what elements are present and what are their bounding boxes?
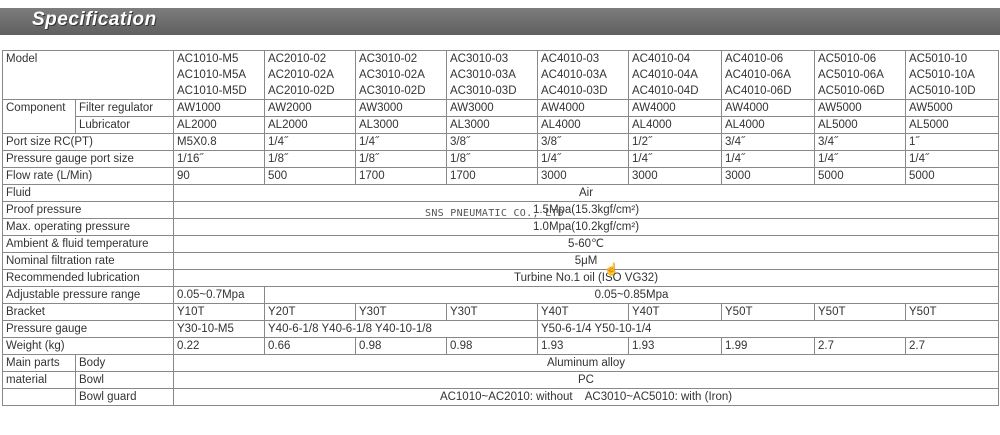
label-bowl-guard: Bowl guard [76, 389, 174, 406]
row-fluid [3, 185, 999, 202]
table-cell: AW2000 [265, 100, 356, 117]
row-bracket [3, 304, 999, 321]
table-cell: Y40T [629, 304, 722, 321]
label-ambient: Ambient & fluid temperature [3, 236, 174, 253]
table-cell: AW5000 [906, 100, 999, 117]
table-cell: 3000 [629, 168, 722, 185]
table-cell: AW1000 [174, 100, 265, 117]
table-cell: 1.93 [538, 338, 629, 355]
table-cell: 0.98 [447, 338, 538, 355]
label-lubrication: Recommended lubrication [3, 270, 174, 287]
table-cell: 0.98 [356, 338, 447, 355]
row-filter-regulator [3, 100, 999, 117]
table-cell: Y50T [815, 304, 906, 321]
row-filtration [3, 253, 999, 270]
label-main-parts: Main parts [3, 355, 76, 372]
table-cell: 1.93 [629, 338, 722, 355]
table-cell: 3/8˝ [447, 134, 538, 151]
label-pressure-gauge: Pressure gauge [3, 321, 174, 338]
row-weight [3, 338, 999, 355]
label-body: Body [76, 355, 174, 372]
table-cell: 3000 [722, 168, 815, 185]
row-lubricator [3, 117, 999, 134]
table-cell: AL2000 [265, 117, 356, 134]
spec-table [2, 50, 999, 406]
hand-cursor-icon: ☝ [604, 262, 619, 276]
table-cell: 5000 [906, 168, 999, 185]
table-cell: AL3000 [447, 117, 538, 134]
model-cell: AC3010-02 AC3010-02A AC3010-02D [356, 51, 447, 100]
table-cell: 1.5Mpa(15.3kgf/cm²) [174, 202, 999, 219]
table-cell: 1/8˝ [447, 151, 538, 168]
row-model [3, 51, 999, 100]
label-filter-regulator: Filter regulator [76, 100, 174, 117]
table-cell: AW4000 [722, 100, 815, 117]
table-cell: AW3000 [356, 100, 447, 117]
label-filtration: Nominal filtration rate [3, 253, 174, 270]
table-cell: Y30-10-M5 [174, 321, 265, 338]
table-cell: AL4000 [629, 117, 722, 134]
table-cell: AL4000 [722, 117, 815, 134]
table-cell: 3/8˝ [538, 134, 629, 151]
table-cell: Y30T [447, 304, 538, 321]
table-cell: AW3000 [447, 100, 538, 117]
table-cell: Y50-6-1/4 Y50-10-1/4 [538, 321, 999, 338]
table-cell: Y50T [906, 304, 999, 321]
table-cell: 90 [174, 168, 265, 185]
table-cell: 1/2˝ [629, 134, 722, 151]
table-cell: AL4000 [538, 117, 629, 134]
label-model: Model [3, 51, 174, 100]
label-component: Component [3, 100, 76, 134]
table-cell: 1/4˝ [722, 151, 815, 168]
label-proof-pressure: Proof pressure [3, 202, 174, 219]
label-adj-range: Adjustable pressure range [3, 287, 174, 304]
row-adj-range [3, 287, 999, 304]
table-cell: Y40-6-1/8 Y40-6-1/8 Y40-10-1/8 [265, 321, 538, 338]
table-cell: AW5000 [815, 100, 906, 117]
row-bowl-guard [3, 389, 999, 406]
table-cell: Y40T [538, 304, 629, 321]
table-cell: 0.22 [174, 338, 265, 355]
table-cell: 0.66 [265, 338, 356, 355]
label-port-size: Port size RC(PT) [3, 134, 174, 151]
table-cell: AL5000 [906, 117, 999, 134]
table-cell: Aluminum alloy [174, 355, 999, 372]
table-cell: 1/4˝ [815, 151, 906, 168]
row-flow-rate [3, 168, 999, 185]
label-bracket: Bracket [3, 304, 174, 321]
table-cell: 5000 [815, 168, 906, 185]
table-cell: Turbine No.1 oil (ISO VG32) [174, 270, 999, 287]
table-cell: 1700 [356, 168, 447, 185]
table-cell: 1/4˝ [356, 134, 447, 151]
model-cell: AC4010-03 AC4010-03A AC4010-03D [538, 51, 629, 100]
table-cell: M5X0.8 [174, 134, 265, 151]
label-flow-rate: Flow rate (L/Min) [3, 168, 174, 185]
table-cell: Y20T [265, 304, 356, 321]
model-cell: AC3010-03 AC3010-03A AC3010-03D [447, 51, 538, 100]
table-cell: AL2000 [174, 117, 265, 134]
table-cell: PC [174, 372, 999, 389]
row-port-size [3, 134, 999, 151]
table-cell: 1700 [447, 168, 538, 185]
table-cell: 1/4˝ [538, 151, 629, 168]
model-cell: AC4010-06 AC4010-06A AC4010-06D [722, 51, 815, 100]
table-cell: 1.0Mpa(10.2kgf/cm²) [174, 219, 999, 236]
row-gauge-port [3, 151, 999, 168]
table-cell: Y50T [722, 304, 815, 321]
empty-cell [3, 389, 76, 406]
model-cell: AC5010-06 AC5010-06A AC5010-06D [815, 51, 906, 100]
row-pressure-gauge [3, 321, 999, 338]
table-cell: 500 [265, 168, 356, 185]
row-bowl [3, 372, 999, 389]
label-bowl: Bowl [76, 372, 174, 389]
table-cell: 1/16˝ [174, 151, 265, 168]
label-gauge-port: Pressure gauge port size [3, 151, 174, 168]
model-cell: AC5010-10 AC5010-10A AC5010-10D [906, 51, 999, 100]
table-cell: 0.05~0.7Mpa [174, 287, 265, 304]
table-cell: 5μM [174, 253, 999, 270]
model-cell: AC2010-02 AC2010-02A AC2010-02D [265, 51, 356, 100]
label-fluid: Fluid [3, 185, 174, 202]
table-cell: Air [174, 185, 999, 202]
table-cell: 0.05~0.85Mpa [265, 287, 999, 304]
table-cell: 1/4˝ [265, 134, 356, 151]
table-cell: 1/4˝ [629, 151, 722, 168]
row-ambient [3, 236, 999, 253]
label-lubricator: Lubricator [76, 117, 174, 134]
table-cell: 3/4˝ [815, 134, 906, 151]
spec-banner [0, 8, 1000, 35]
page-title: Specification [32, 9, 157, 30]
table-cell: AC1010~AC2010: without AC3010~AC5010: with (Iron) [174, 389, 999, 406]
table-cell: 5-60℃ [174, 236, 999, 253]
watermark: SNS PNEUMATIC CO., LTD [425, 208, 565, 219]
table-cell: 1/4˝ [906, 151, 999, 168]
row-body [3, 355, 999, 372]
table-cell: AW4000 [629, 100, 722, 117]
table-cell: 3000 [538, 168, 629, 185]
table-cell: 2.7 [815, 338, 906, 355]
table-cell: Y30T [356, 304, 447, 321]
table-cell: Y10T [174, 304, 265, 321]
model-cell: AC4010-04 AC4010-04A AC4010-04D [629, 51, 722, 100]
table-cell: 2.7 [906, 338, 999, 355]
label-max-pressure: Max. operating pressure [3, 219, 174, 236]
table-cell: 1˝ [906, 134, 999, 151]
model-cell: AC1010-M5 AC1010-M5A AC1010-M5D [174, 51, 265, 100]
table-cell: AL5000 [815, 117, 906, 134]
table-cell: 3/4˝ [722, 134, 815, 151]
table-cell: 1/8˝ [265, 151, 356, 168]
table-cell: AW4000 [538, 100, 629, 117]
table-cell: AL3000 [356, 117, 447, 134]
table-cell: 1.99 [722, 338, 815, 355]
table-cell: 1/8˝ [356, 151, 447, 168]
label-material: material [3, 372, 76, 389]
row-lubrication [3, 270, 999, 287]
row-max-pressure [3, 219, 999, 236]
label-weight: Weight (kg) [3, 338, 174, 355]
